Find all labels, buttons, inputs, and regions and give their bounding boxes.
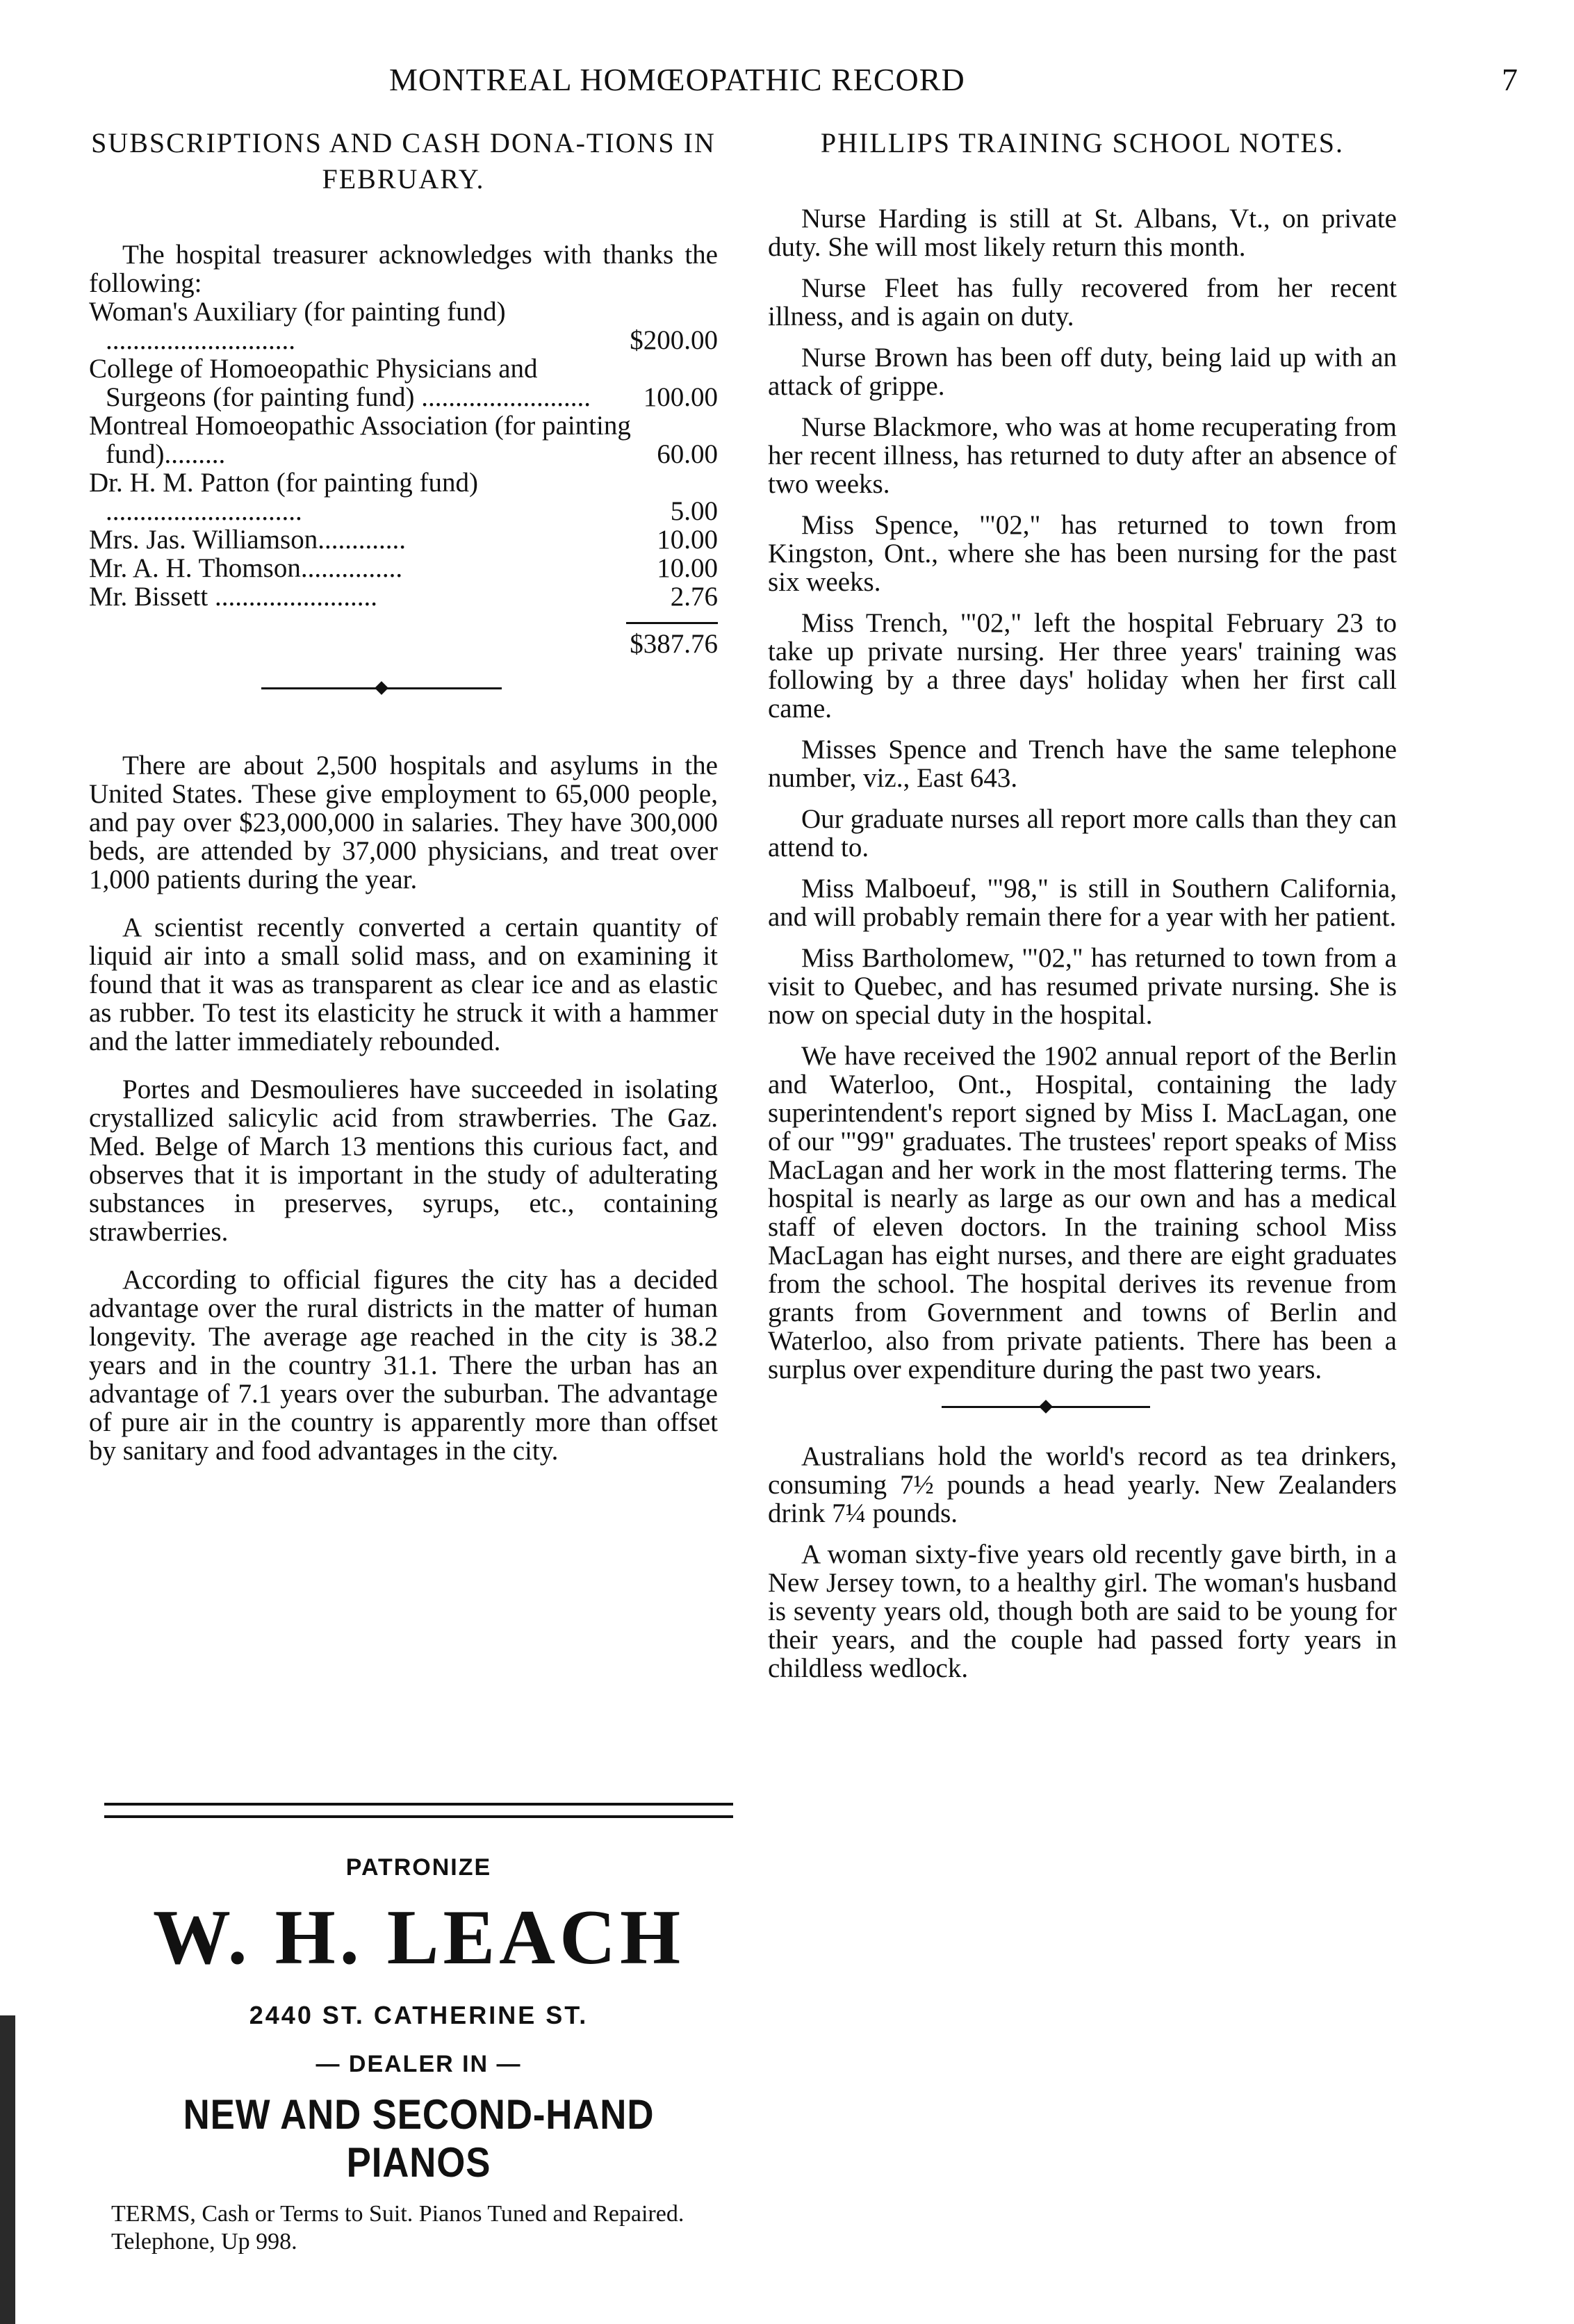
ad-patronize: PATRONIZE [345,1854,492,1881]
donation-amount: 10.00 [657,525,718,555]
total-rule [626,622,718,624]
donation-amount: 60.00 [657,439,718,469]
donation-row [89,468,718,525]
subscriptions-intro: The hospital treasurer acknowledges with thanks the following: [89,240,718,298]
donation-amount: 100.00 [643,382,718,412]
left-column [89,125,718,1478]
ad-dealer-line: — DEALER IN — [315,2051,522,2077]
paragraph: Miss Malboeuf, '"98," is still in Southern California, and will probably remain there for a year with her patient. [768,874,1397,932]
donation-amount: 5.00 [670,496,718,526]
paragraph: Miss Bartholomew, '"02," has returned to town from a visit to Quebec, and has resumed private nursing. She is now on special duty in the hospital. [768,943,1397,1030]
ad-goods: NEW AND SECOND-HAND PIANOS [183,2091,655,2186]
paragraph: Portes and Desmoulieres have succeeded in isolating crystallized salicylic acid from strawberries. The Gaz. Med. Belge of March 13 mentions this curious fact, and observes that it is important in the study of adulterating substances in preserves, syrups, etc., containing strawberries. [89,1074,718,1247]
double-rule [104,1803,733,1818]
ad-terms: TERMS, Cash or Terms to Suit. Pianos Tuned and Repaired. Telephone, Up 998. [111,2201,684,2255]
donation-row [89,554,718,582]
paragraph: Nurse Brown has been off duty, being laid up with an attack of grippe. [768,343,1397,401]
ad-merchant-name: W. H. LEACH [152,1895,685,1981]
paragraph: Miss Trench, '"02," left the hospital February 23 to take up private nursing. Her three years' training was following by a three days' holiday when her first call came. [768,608,1397,723]
training-school-title: PHILLIPS TRAINING SCHOOL NOTES. [820,127,1345,158]
advertisement [104,1854,733,2256]
ad-address: 2440 ST. CATHERINE ST. [249,2001,589,2029]
donor-name: Dr. H. M. Patton (for painting fund) ............................. [89,468,479,526]
subscriptions-list [89,240,718,658]
paragraph: A scientist recently converted a certain quantity of liquid air into a small solid mass, and on examining it found that it was as transparent as clear ice and as elastic as rubber. To test its elasticity he struck it with a hammer and the latter immediately rebounded. [89,913,718,1056]
paragraph: Nurse Harding is still at St. Albans, Vt., on private duty. She will most likely return this month. [768,204,1397,262]
donation-row [89,297,718,354]
donation-amount: $200.00 [630,325,718,355]
running-header [389,61,1518,103]
donation-total: $387.76 [630,629,718,659]
page-number: 7 [1502,62,1518,97]
paragraph: According to official figures the city has a decided advantage over the rural districts in the matter of human longevity. The average age reached in the city is 38.2 years and in the country 31.1. There the urban has an advantage of 7.1 years over the suburban. The advantage of pure air in the country is apparently more than offset by sanitary and food advantages in the city. [89,1265,718,1466]
donation-amount: 2.76 [670,582,718,612]
paragraph: Nurse Fleet has fully recovered from her recent illness, and is again on duty. [768,273,1397,332]
paragraph: Misses Spence and Trench have the same telephone number, viz., East 643. [768,735,1397,793]
donor-name: Mr. Bissett ........................ [89,582,377,612]
donor-name: Mrs. Jas. Williamson............. [89,525,406,555]
donation-row [89,354,718,411]
paragraph: Miss Spence, '"02," has returned to town from Kingston, Ont., where she has been nursing for the past six weeks. [768,510,1397,597]
donor-name: College of Homoeopathic Physicians and Surgeons (for painting fund) ......................... [89,354,591,412]
subscriptions-title: SUBSCRIPTIONS AND CASH DONA-TIONS IN FEBRUARY. [91,127,716,195]
donation-row [89,411,718,468]
donor-name: Woman's Auxiliary (for painting fund) ............................ [89,297,506,355]
paragraph: A woman sixty-five years old recently gave birth, in a New Jersey town, to a healthy girl. The woman's husband is seventy years old, though both are said to be young for their years, and the couple had passed forty years in childless wedlock. [768,1539,1397,1683]
donor-name: Montreal Homoeopathic Association (for painting fund)......... [89,411,631,469]
paragraph: Nurse Blackmore, who was at home recuperating from her recent illness, has returned to duty after an absence of two weeks. [768,412,1397,499]
journal-title: MONTREAL HOMŒOPATHIC RECORD [389,62,965,97]
paragraph: Australians hold the world's record as tea drinkers, consuming 7½ pounds a head yearly. New Zealanders drink 7¼ pounds. [768,1441,1397,1528]
paragraph: There are about 2,500 hospitals and asylums in the United States. These give employment to 65,000 people, and pay over $23,000,000 in salaries. They have 300,000 beds, are attended by 37,000 physicians, and treat over 1,000 patients during the year. [89,751,718,894]
paragraph: Our graduate nurses all report more calls than they can attend to. [768,804,1397,862]
donation-row [89,525,718,554]
section-ornament [89,679,718,698]
donation-row [89,582,718,611]
scan-edge [0,2015,15,2324]
right-column [768,125,1397,1695]
section-ornament [768,1398,1397,1417]
paragraph: We have received the 1902 annual report of the Berlin and Waterloo, Ont., Hospital, containing the lady superintendent's report signed by Miss I. MacLagan, one of our '"99" graduates. The trustees' report speaks of Miss MacLagan and her work in the most flattering terms. The hospital is nearly as large as our own and has a medical staff of eleven doctors. In the training school Miss MacLagan has eight nurses, and there are eight graduates from the school. The hospital derives its revenue from grants from Government and towns of Berlin and Waterloo, also from private patients. There has been a surplus over expenditure during the past two years. [768,1041,1397,1384]
donor-name: Mr. A. H. Thomson............... [89,553,403,583]
donation-amount: 10.00 [657,553,718,583]
